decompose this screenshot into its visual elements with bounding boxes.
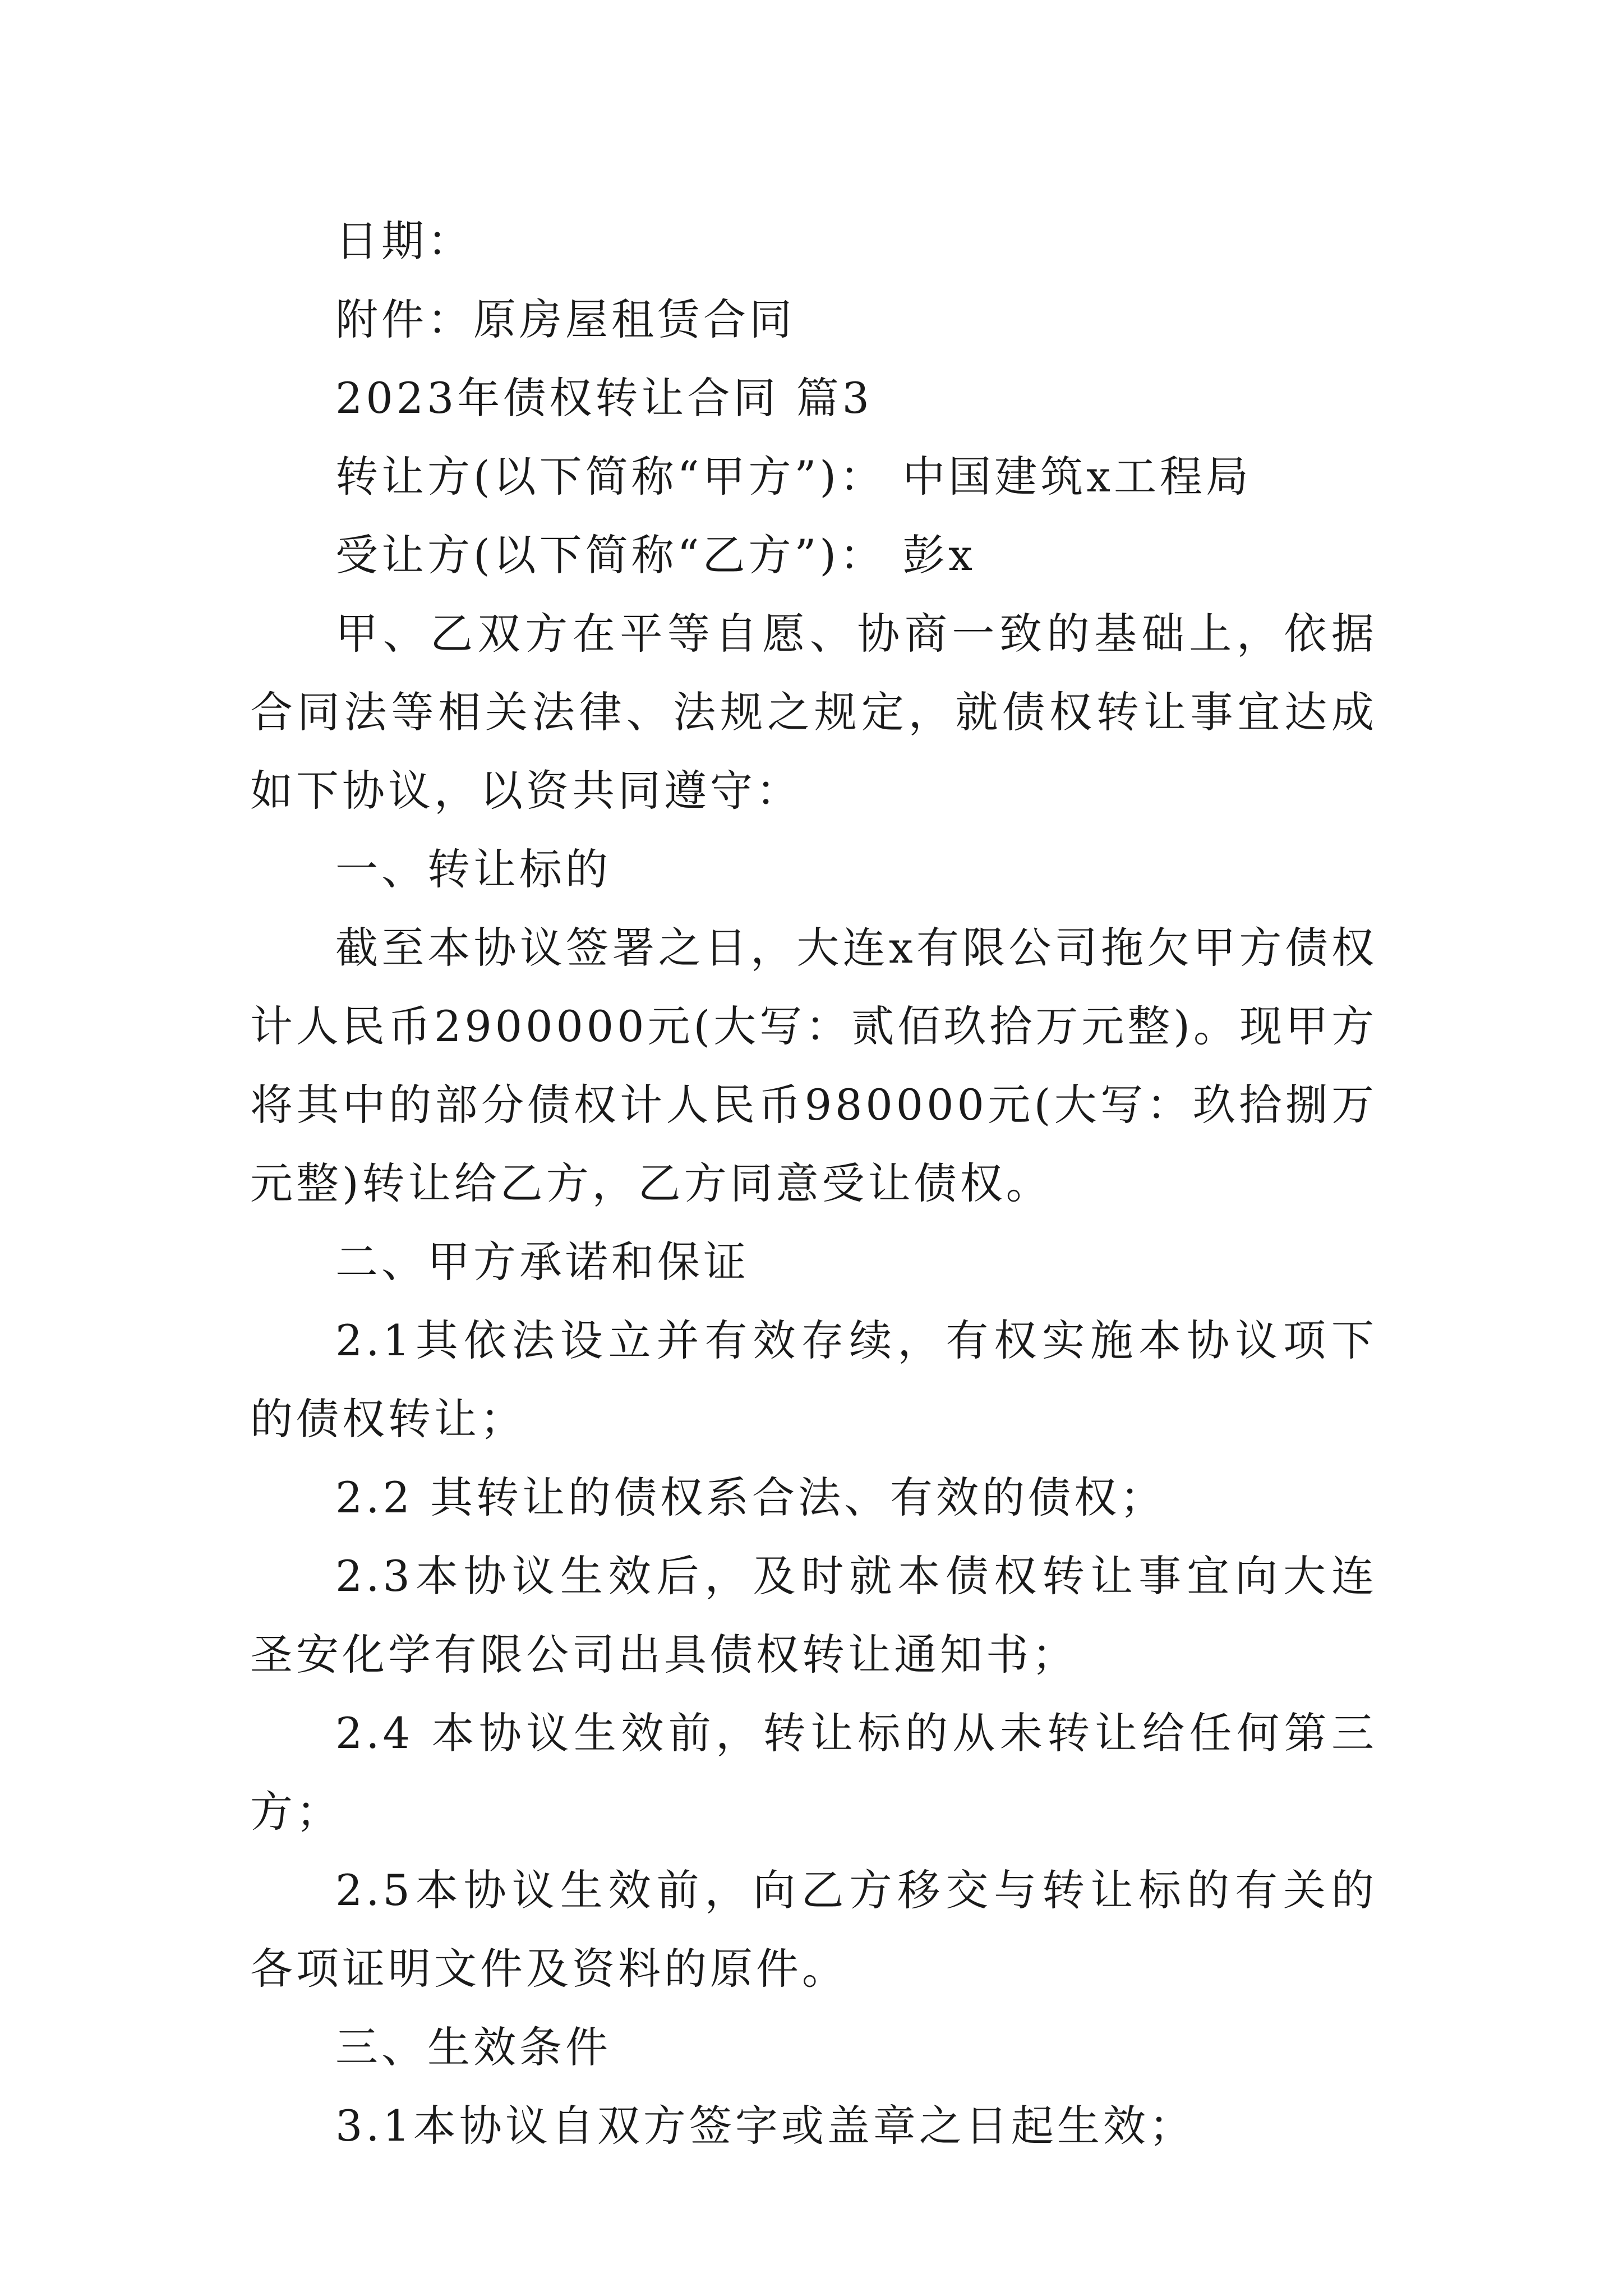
contract-title: 2023年债权转让合同 篇3 [335,373,873,423]
clause-2-3: 2.3本协议生效后，及时就本债权转让事宜向大连圣安化学有限公司出具债权转让通知书； [250,1551,1377,1680]
clause-2-5: 2.5本协议生效前，向乙方移交与转让标的有关的各项证明文件及资料的原件。 [250,1865,1377,1994]
transferee-line: 受让方(以下简称“乙方”)： 彭x [335,530,976,580]
transferor-line: 转让方(以下简称“甲方”)： 中国建筑x工程局 [335,452,1252,501]
clause-2-4: 2.4 本协议生效前，转让标的从未转让给任何第三方； [250,1708,1377,1837]
clause-2-1: 2.1其依法设立并有效存续，有权实施本协议项下的债权转让； [250,1315,1377,1444]
attachment-line: 附件：原房屋租赁合同 [335,295,795,344]
section-heading-3: 三、生效条件 [335,2022,611,2072]
date-line: 日期： [335,216,473,266]
section-1-paragraph: 截至本协议签署之日，大连x有限公司拖欠甲方债权计人民币2900000元(大写：贰佰玖拾万元整)。现甲方将其中的部分债权计人民币980000元(大写：玖拾捌万元整)转让给乙方，乙方同意受让债权。 [250,923,1377,1208]
clause-3-1: 3.1本协议自双方签字或盖章之日起生效； [335,2101,1195,2151]
preamble-paragraph: 甲、乙双方在平等自愿、协商一致的基础上，依据合同法等相关法律、法规之规定，就债权转让事宜达成如下协议，以资共同遵守： [250,609,1377,816]
clause-2-2: 2.2 其转让的债权系合法、有效的债权； [335,1473,1166,1522]
section-heading-1: 一、转让标的 [335,844,611,894]
section-heading-2: 二、甲方承诺和保证 [335,1237,749,1287]
document-body [250,202,1377,2165]
